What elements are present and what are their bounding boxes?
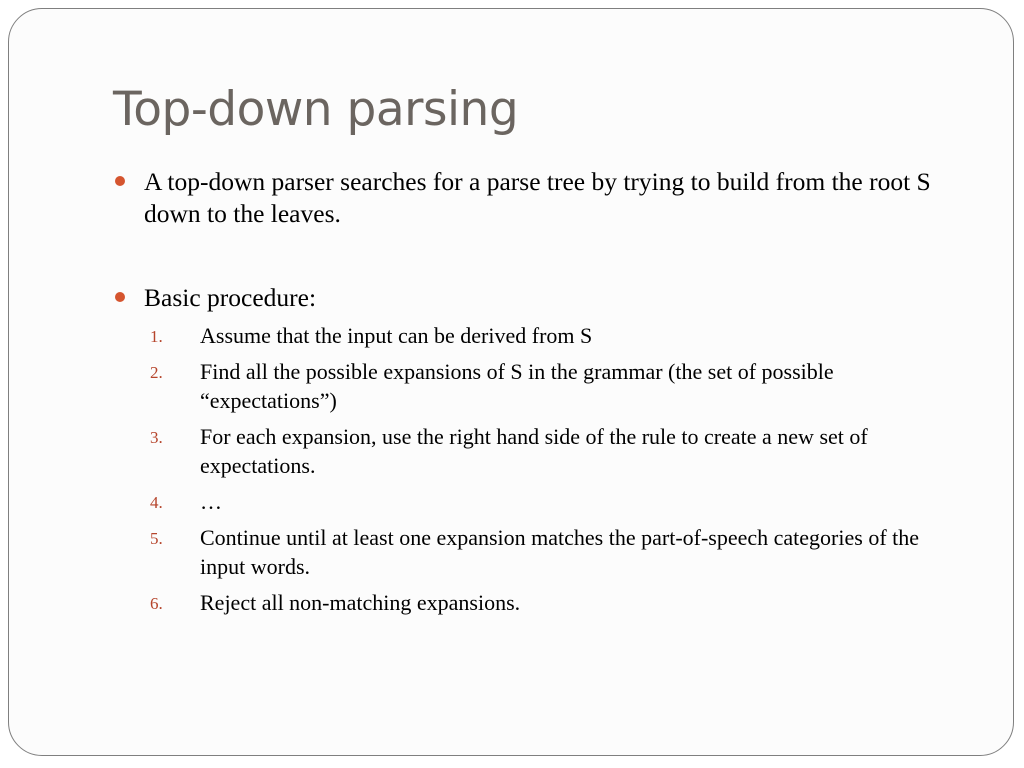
- step-text: …: [200, 489, 222, 514]
- bullet-item: [113, 166, 953, 230]
- step-number: 1.: [150, 327, 163, 346]
- slide-content: [113, 166, 953, 624]
- step-number: 6.: [150, 594, 163, 613]
- procedure-step: [150, 487, 953, 516]
- procedure-steps-list: [113, 321, 953, 617]
- step-number: 4.: [150, 493, 163, 512]
- procedure-step: [150, 321, 953, 350]
- step-text: Assume that the input can be derived from S: [200, 323, 593, 348]
- step-number: 5.: [150, 529, 163, 548]
- procedure-step: [150, 523, 953, 581]
- step-text: For each expansion, use the right hand side of the rule to create a new set of expectations.: [200, 424, 868, 478]
- step-number: 3.: [150, 428, 163, 447]
- step-number: 2.: [150, 363, 163, 382]
- bullet-text: A top-down parser searches for a parse tree by trying to build from the root S down to the leaves.: [144, 167, 931, 228]
- bullet-item: [113, 282, 953, 314]
- bullet-dot-icon: [115, 176, 125, 186]
- bullet-text: Basic procedure:: [144, 283, 317, 312]
- procedure-step: [150, 588, 953, 617]
- procedure-step: [150, 422, 953, 480]
- slide-title: Top-down parsing: [113, 82, 519, 137]
- bullet-dot-icon: [115, 292, 125, 302]
- step-text: Find all the possible expansions of S in the grammar (the set of possible “expectations”): [200, 359, 834, 413]
- step-text: Continue until at least one expansion matches the part-of-speech categories of the input words.: [200, 525, 920, 579]
- procedure-step: [150, 357, 953, 415]
- step-text: Reject all non-matching expansions.: [200, 590, 521, 615]
